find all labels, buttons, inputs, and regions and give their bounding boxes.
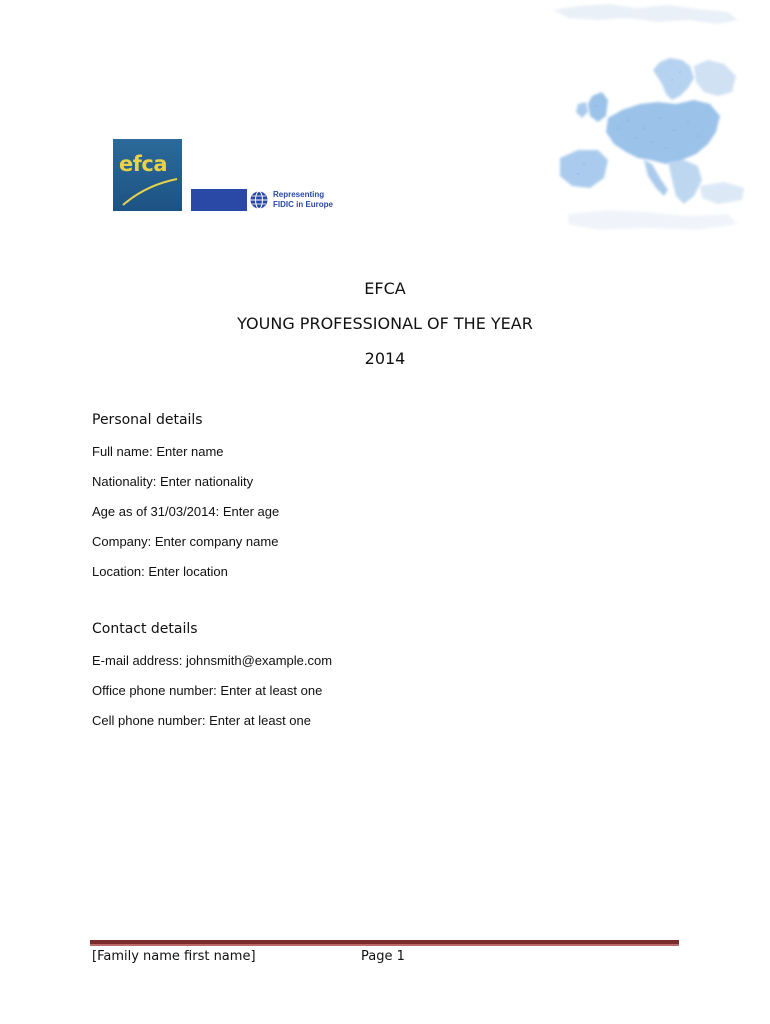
age-row [92, 504, 279, 519]
cell-phone-field[interactable]: Enter at least one [209, 713, 311, 728]
location-row [92, 564, 228, 579]
full-name-field[interactable]: Enter name [156, 444, 224, 459]
footer-rule [90, 940, 679, 944]
globe-icon [249, 190, 269, 210]
office-phone-field[interactable]: Enter at least one [220, 683, 323, 698]
efca-swoosh-icon [113, 139, 182, 211]
age-label: Age as of 31/03/2014: [92, 504, 220, 519]
europe-map-image [548, 0, 748, 250]
footer-page-number: Page 1 [361, 949, 405, 964]
office-phone-label: Office phone number: [92, 683, 217, 698]
title-organisation: EFCA [364, 279, 406, 298]
cell-phone-label: Cell phone number: [92, 713, 206, 728]
company-row [92, 534, 278, 549]
title-year: 2014 [364, 349, 406, 368]
email-field[interactable]: johnsmith@example.com [185, 653, 333, 668]
office-phone-row [92, 683, 322, 698]
age-field[interactable]: Enter age [222, 504, 280, 519]
title-award: YOUNG PROFESSIONAL OF THE YEAR [237, 314, 533, 333]
full-name-label: Full name: [92, 444, 153, 459]
efca-logo [113, 139, 182, 211]
email-row [92, 653, 332, 668]
nationality-field[interactable]: Enter nationality [159, 474, 254, 489]
company-field[interactable]: Enter company name [154, 534, 279, 549]
full-name-row [92, 444, 224, 459]
fidic-banner [191, 189, 347, 211]
cell-phone-row [92, 713, 311, 728]
footer-author-placeholder[interactable]: [Family name first name] [92, 949, 256, 964]
location-field[interactable]: Enter location [148, 564, 228, 579]
nationality-row [92, 474, 253, 489]
personal-details-heading: Personal details [92, 412, 203, 428]
company-label: Company: [92, 534, 152, 549]
fidic-tagline-line1: Representing [273, 190, 325, 199]
fidic-tagline [273, 190, 333, 210]
location-label: Location: [92, 564, 145, 579]
nationality-label: Nationality: [92, 474, 157, 489]
contact-details-heading: Contact details [92, 621, 198, 637]
fidic-tagline-line2: FIDIC in Europe [273, 200, 333, 209]
efca-logo-text: efca [119, 152, 167, 176]
email-label: E-mail address: [92, 653, 183, 668]
